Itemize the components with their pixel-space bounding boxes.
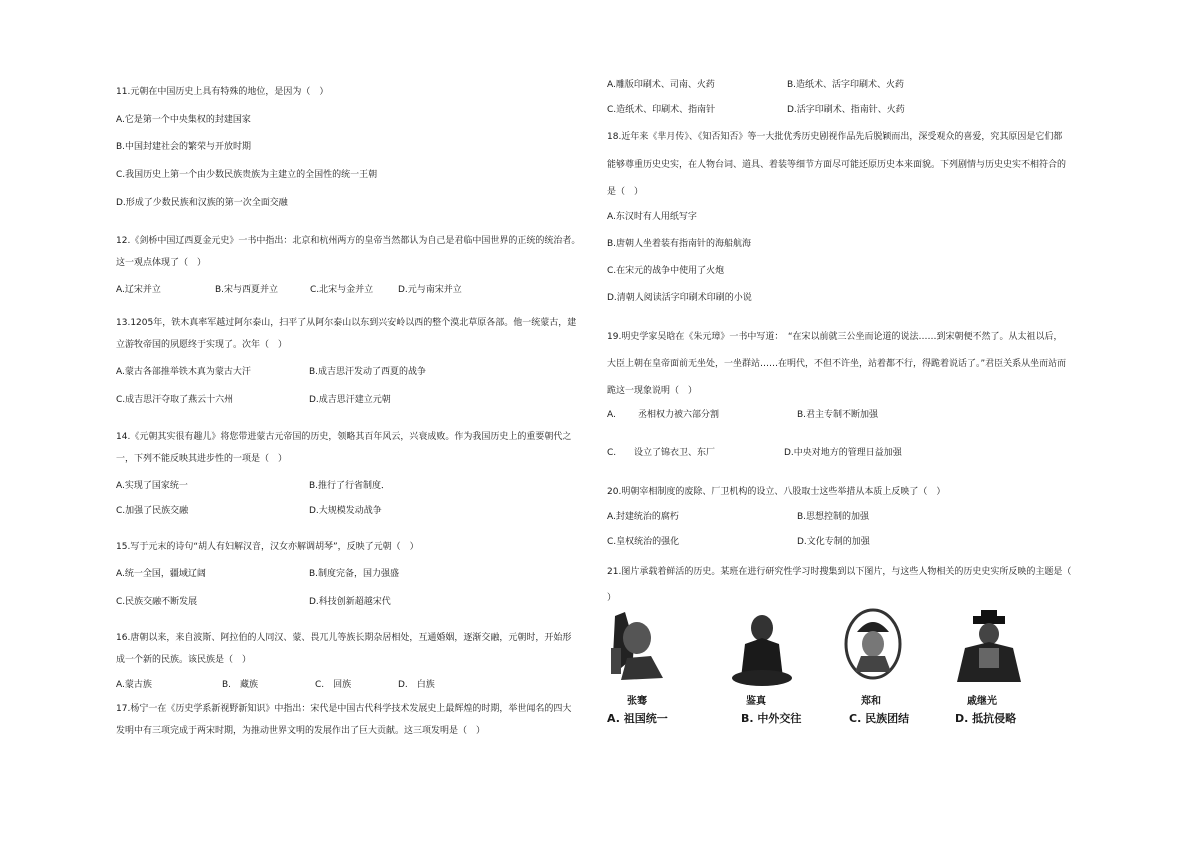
q18-stem-line3: 是（ ） (607, 187, 644, 197)
q21-option-c: C. 民族团结 (849, 712, 910, 725)
q11-stem: 11.元朝在中国历史上具有特殊的地位，是因为（ ） (116, 87, 329, 97)
q13-option-c: C.成吉思汗夺取了燕云十六州 (116, 395, 234, 405)
q12-option-c: C.北宋与金并立 (310, 285, 374, 295)
q16-option-d: D. 白族 (398, 680, 435, 690)
portrait-qi-jiguang (951, 608, 1027, 688)
q12-stem-line1: 12.《剑桥中国辽西夏金元史》一书中指出：北京和杭州两方的皇帝当然都认为自己是君临中国世界的正统的统治者。 (116, 236, 581, 246)
q13-option-b: B.成吉思汗发动了西夏的战争 (309, 367, 427, 377)
q11-option-a: A.它是第一个中央集权的封建国家 (116, 115, 251, 125)
q14-stem-line1: 14.《元朝其实很有趣儿》将您带进蒙古元帝国的历史，领略其百年风云，兴衰成败。作为我国历史上的重要朝代之 (116, 432, 572, 442)
q18-option-a: A.东汉时有人用纸写字 (607, 212, 697, 222)
q14-option-c: C.加强了民族交融 (116, 506, 189, 516)
q14-option-b: B.推行了行省制度． (309, 481, 391, 491)
q14-stem-line2: 一，下列不能反映其进步性的一项是（ ） (116, 454, 288, 464)
q15-stem: 15.写于元末的诗句“胡人有妇解汉音，汉女亦解调胡琴”，反映了元朝（ ） (116, 542, 419, 552)
q21-option-a: A. 祖国统一 (607, 712, 668, 725)
q21-stem-line1: 21.图片承载着鲜活的历史。某班在进行研究性学习时搜集到以下图片，与这些人物相关的历史史实所反映的主题是（ (607, 567, 1072, 577)
q20-option-b: B.思想控制的加强 (797, 512, 870, 522)
q15-option-d: D.科技创新超越宋代 (309, 597, 391, 607)
q12-option-d: D.元与南宋并立 (398, 285, 462, 295)
q17-stem-line2: 发明中有三项完成于两宋时期，为推动世界文明的发展作出了巨大贡献。这三项发明是（ ） (116, 726, 486, 736)
q19-option-c-text: 设立了锦衣卫、东厂 (634, 448, 716, 458)
q15-option-a: A.统一全国，疆域辽阔 (116, 569, 206, 579)
q11-option-d: D.形成了少数民族和汉族的第一次全面交融 (116, 198, 288, 208)
q20-option-c: C.皇权统治的强化 (607, 537, 680, 547)
q13-option-a: A.蒙古各部推举铁木真为蒙古大汗 (116, 367, 251, 377)
q12-option-b: B.宋与西夏并立 (215, 285, 279, 295)
q19-option-c-letter: C. (607, 448, 617, 458)
portrait-jianzhen (725, 608, 799, 688)
q21-figures (607, 608, 1027, 738)
q17-option-c: C.造纸术、印刷术、指南针 (607, 105, 716, 115)
q20-option-d: D.文化专制的加强 (797, 537, 870, 547)
q16-stem-line1: 16.唐朝以来，来自波斯、阿拉伯的人同汉、蒙、畏兀儿等族长期杂居相处，互通婚姻，逐渐交融，元朝时，开始形 (116, 633, 572, 643)
q14-option-d: D.大规模发动战争 (309, 506, 382, 516)
q13-option-d: D.成吉思汗建立元朝 (309, 395, 391, 405)
q14-option-a: A.实现了国家统一 (116, 481, 188, 491)
q19-option-d: D.中央对地方的管理日益加强 (784, 448, 902, 458)
q13-stem-line1: 13.1205年，铁木真率军越过阿尔泰山，扫平了从阿尔泰山以东到兴安岭以西的整个漠北草原各部。他一统蒙古，建 (116, 318, 577, 328)
portrait-zhang-qian (607, 608, 677, 688)
q19-stem-line3: 跪这一现象说明（ ） (607, 386, 698, 396)
q20-stem: 20.明朝宰相制度的废除、厂卫机构的设立、八股取士这些举措从本质上反映了（ ） (607, 487, 946, 497)
q21-option-b: B. 中外交往 (741, 712, 802, 725)
q18-option-b: B.唐朝人坐着装有指南针的海船航海 (607, 239, 752, 249)
q18-stem-line1: 18.近年来《芈月传》、《知否知否》等一大批优秀历史剧视作品先后脱颖而出，深受观众的喜爱，究其原因是它们都 (607, 132, 1063, 142)
q19-option-a-letter: A. (607, 410, 616, 420)
caption-zhang-qian: 张骞 (627, 696, 647, 707)
q11-option-b: B.中国封建社会的繁荣与开放时期 (116, 142, 252, 152)
q16-stem-line2: 成一个新的民族。该民族是（ ） (116, 655, 252, 665)
q15-option-b: B.制度完备，国力强盛 (309, 569, 400, 579)
caption-jianzhen: 鉴真 (746, 696, 766, 707)
q19-stem-line2: 大臣上朝在皇帝面前无坐处，一坐群站……在明代，不但不许坐，站着都不行，得跪着说话了。”君臣关系从坐而站而 (607, 359, 1067, 369)
q12-option-a: A.辽宋并立 (116, 285, 161, 295)
q16-option-a: A.蒙古族 (116, 680, 152, 690)
q18-option-c: C.在宋元的战争中使用了火炮 (607, 266, 725, 276)
q19-stem-line1: 19.明史学家吴晗在《朱元璋》一书中写道： “在宋以前就三公坐而论道的说法……到宋朝便不然了。从太祖以后， (607, 332, 1063, 342)
q20-option-a: A.封建统治的腐朽 (607, 512, 679, 522)
q21-stem-line2: ） (607, 593, 617, 603)
q18-option-d: D.清朝人阅读活字印刷术印刷的小说 (607, 293, 752, 303)
q13-stem-line2: 立游牧帝国的夙愿终于实现了。次年（ ） (116, 340, 288, 350)
portrait-zheng-he (843, 608, 903, 688)
q16-option-b: B. 藏族 (222, 680, 259, 690)
q18-stem-line2: 能够尊重历史史实，在人物台词、道具、着装等细节方面尽可能还原历史本来面貌。下列剧情与历史史实不相符合的 (607, 160, 1067, 170)
q11-option-c: C.我国历史上第一个由少数民族贵族为主建立的全国性的统一王朝 (116, 170, 378, 180)
q21-option-d: D. 抵抗侵略 (955, 712, 1017, 725)
q16-option-c: C. 回族 (315, 680, 352, 690)
q12-stem-line2: 这一观点体现了（ ） (116, 258, 207, 268)
q19-option-a-text: 丞相权力被六部分割 (638, 410, 720, 420)
q17-option-a: A.雕版印刷术、司南、火药 (607, 80, 715, 90)
caption-zheng-he: 郑和 (861, 696, 881, 707)
q19-option-b: B.君主专制不断加强 (797, 410, 879, 420)
q17-stem-line1: 17.杨宁一在《历史学系新视野新知识》中指出：宋代是中国古代科学技术发展史上最辉煌的时期，举世闻名的四大 (116, 704, 572, 714)
q17-option-d: D.活字印刷术、指南针、火药 (787, 105, 905, 115)
q15-option-c: C.民族交融不断发展 (116, 597, 198, 607)
caption-qi-jiguang: 戚继光 (967, 696, 997, 707)
q17-option-b: B.造纸术、活字印刷术、火药 (787, 80, 905, 90)
